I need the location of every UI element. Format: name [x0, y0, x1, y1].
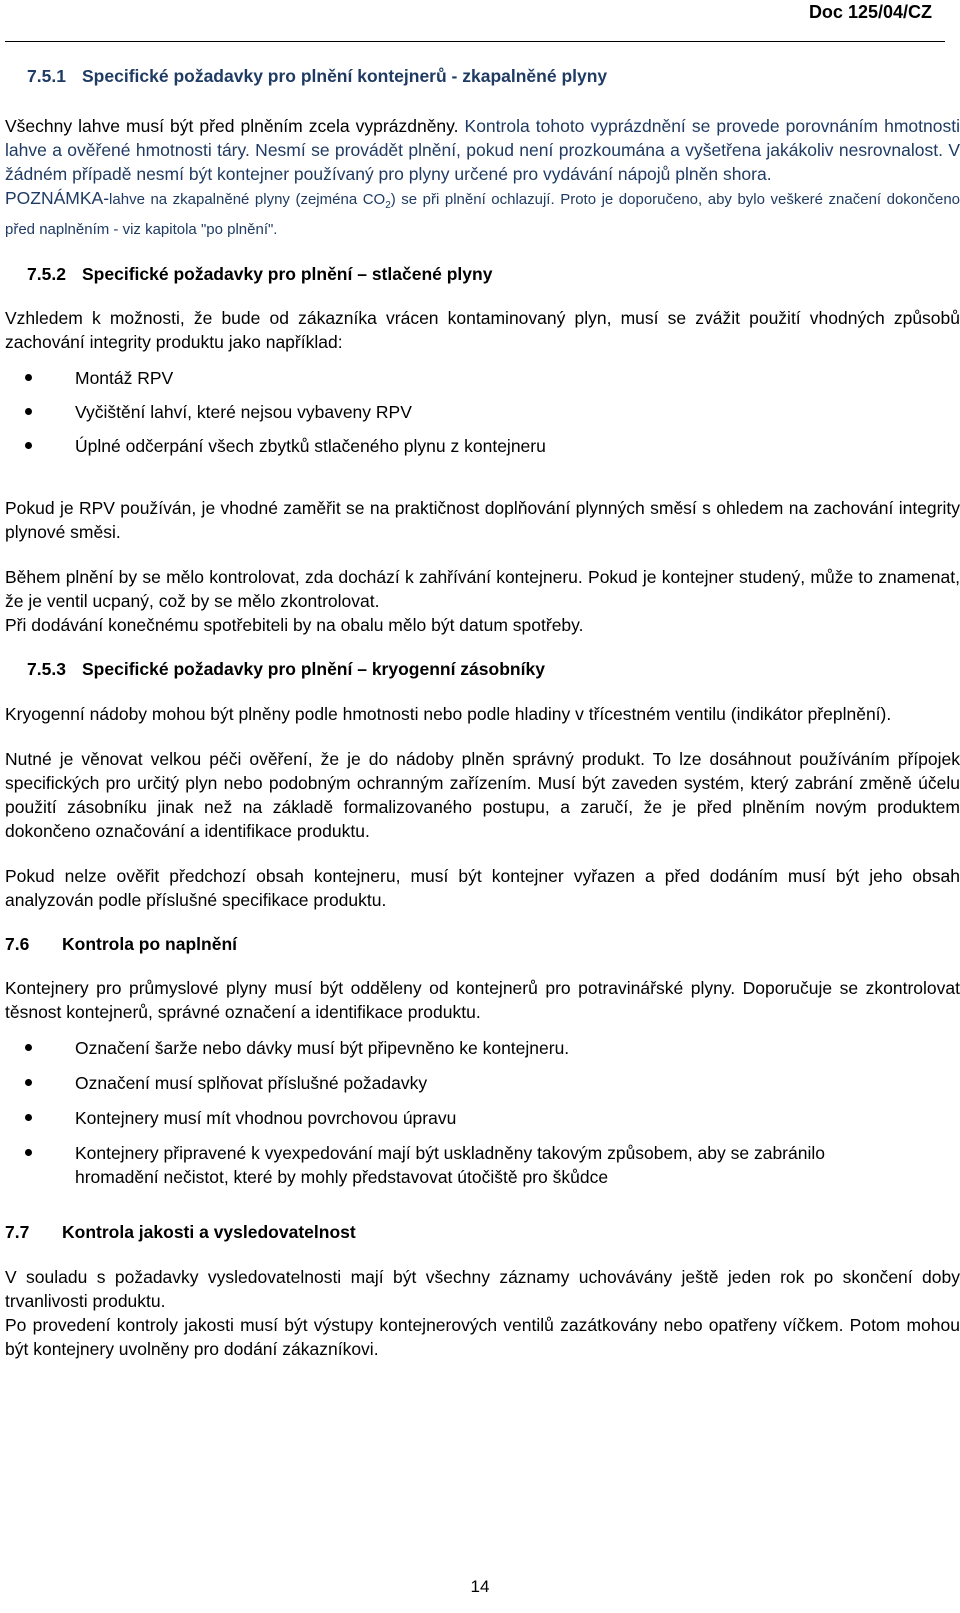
- list-item-text: Označení šarže nebo dávky musí být připevněno ke kontejneru.: [75, 1038, 570, 1058]
- note-subscript: 2: [385, 200, 391, 211]
- heading-7-6: [5, 934, 960, 955]
- bullet-icon: [25, 1044, 32, 1051]
- heading-7-5-3: [27, 659, 960, 680]
- heading-7-5-1: [27, 66, 960, 87]
- heading-title: Specifické požadavky pro plnění – stlačené plyny: [82, 264, 493, 284]
- paragraph-correct-product: Nutné je věnovat velkou péči ověření, že je do nádoby plněn správný produkt. To lze dosáhnout používáním přípojek specifických pro určitý plyn nebo podobným ochranným zařízením. Musí být zaveden systém, který zabrání změně účelu použití zásobníku jinak než na základě formalizovaného postupu, a zaručí, že je před plněním novým produktem dokončeno označování a identifikace produktu.: [5, 749, 960, 841]
- paragraph-emptying: [5, 114, 960, 186]
- header-rule: [5, 41, 945, 42]
- list-item: [5, 1106, 960, 1130]
- list-item-text: Vyčištění lahví, které nejsou vybaveny RPV: [75, 402, 412, 422]
- note-text: lahve na zkapalněné plyny (zejména CO: [109, 191, 386, 208]
- heading-title: Kontrola jakosti a vysledovatelnost: [62, 1222, 356, 1242]
- heading-number: 7.5.1: [27, 66, 66, 86]
- page-number: 14: [470, 1577, 490, 1596]
- bullet-icon: [25, 1149, 32, 1156]
- document-id: Doc 125/04/CZ: [808, 2, 932, 22]
- bullet-icon: [25, 1114, 32, 1121]
- paragraph-previous-content: Pokud nelze ověřit předchozí obsah kontejneru, musí být kontejner vyřazen a před dodáním musí být jeho obsah analyzován podle příslušné specifikace produktu.: [5, 866, 960, 910]
- paragraph-cryogenic-filling: Kryogenní nádoby mohou být plněny podle hmotnosti nebo podle hladiny v třícestném ventilu (indikátor přeplnění).: [5, 704, 892, 724]
- bullet-list-integrity: [5, 366, 960, 458]
- list-item-text: Kontejnery musí mít vhodnou povrchovou úpravu: [75, 1108, 457, 1128]
- list-item-text: Úplné odčerpání všech zbytků stlačeného plynu z kontejneru: [75, 436, 546, 456]
- note-text-2: ) se při plnění ochlazují.: [390, 191, 555, 208]
- list-item: [5, 434, 960, 458]
- list-item-text: Kontejnery připravené k vyexpedování mají být uskladněny takovým způsobem, aby se zabránilo hromadění nečistot, které by mohly představovat útočiště pro škůdce: [75, 1143, 825, 1187]
- heading-title: Specifické požadavky pro plnění kontejnerů - zkapalněné plyny: [82, 66, 608, 86]
- heading-7-7: [5, 1222, 960, 1243]
- paragraph-expiry: Při dodávání konečnému spotřebiteli by na obalu mělo být datum spotřeby.: [5, 615, 584, 635]
- note-recommendation: Proto je doporučeno, aby bylo veškeré značení dokončeno před naplněním - viz kapitola "po plnění".: [5, 191, 960, 238]
- paragraph-valve-caps: Po provedení kontroly jakosti musí být výstupy kontejnerových ventilů zazátkovány nebo opatřeny víčkem. Potom mohou být kontejnery uvolněny pro dodání zákazníkovi.: [5, 1315, 960, 1359]
- list-item-text: Označení musí splňovat příslušné požadavky: [75, 1073, 428, 1093]
- note-paragraph: [5, 186, 960, 242]
- heading-number: 7.5.3: [27, 659, 66, 679]
- bullet-icon: [25, 1079, 32, 1086]
- paragraph-rpv: Pokud je RPV používán, je vhodné zaměřit se na praktičnost doplňování plynných směsí s ohledem na zachování integrity plynové směsi.: [5, 498, 960, 542]
- paragraph-heating: Během plnění by se mělo kontrolovat, zda dochází k zahřívání kontejneru. Pokud je kontejner studený, může to znamenat, že je ventil ucpaný, což by se mělo zkontrolovat.: [5, 567, 960, 611]
- list-item: [5, 366, 960, 390]
- bullet-icon: [25, 374, 32, 381]
- heading-title: Specifické požadavky pro plnění – kryogenní zásobníky: [82, 659, 545, 679]
- heading-7-5-2: [27, 264, 960, 285]
- bullet-icon: [25, 408, 32, 415]
- bullet-list-post-fill: [5, 1036, 960, 1189]
- document-body: [5, 66, 960, 1361]
- paragraph-separation: Kontejnery pro průmyslové plyny musí být odděleny od kontejnerů pro potravinářské plyny. Doporučuje se zkontrolovat těsnost kontejnerů, správné označení a identifikace produktu.: [5, 978, 960, 1022]
- paragraph-traceability: V souladu s požadavky vysledovatelnosti mají být všechny záznamy uchovávány ještě jeden rok po skončení doby trvanlivosti produktu.: [5, 1267, 960, 1311]
- paragraph-text-black: Všechny lahve musí být před plněním zcela vyprázdněny.: [5, 116, 459, 136]
- list-item: [5, 1141, 960, 1189]
- note-label: POZNÁMKA-: [5, 188, 110, 208]
- heading-title: Kontrola po naplnění: [62, 934, 237, 954]
- list-item: [5, 1071, 960, 1095]
- list-item-text: Montáž RPV: [75, 368, 174, 388]
- paragraph-text-blue: Kontrola tohoto vyprázdnění se provede porovnáním hmotnosti lahve a ověřené hmotnosti táry. Nesmí se provádět plnění, pokud není prozkoumána a vyšetřena jakákoliv nesrovnalost. V žádném případě nesmí být kontejner používaný pro plyny určené pro vydávání nápojů plněn shora.: [5, 116, 960, 184]
- heading-number: 7.7: [5, 1222, 30, 1242]
- list-item: [5, 1036, 960, 1060]
- list-item: [5, 400, 960, 424]
- bullet-icon: [25, 442, 32, 449]
- heading-number: 7.6: [5, 934, 30, 954]
- paragraph-contamination: Vzhledem k možnosti, že bude od zákazníka vrácen kontaminovaný plyn, musí se zvážit použití vhodných způsobů zachování integrity produktu jako například:: [5, 308, 960, 352]
- heading-number: 7.5.2: [27, 264, 66, 284]
